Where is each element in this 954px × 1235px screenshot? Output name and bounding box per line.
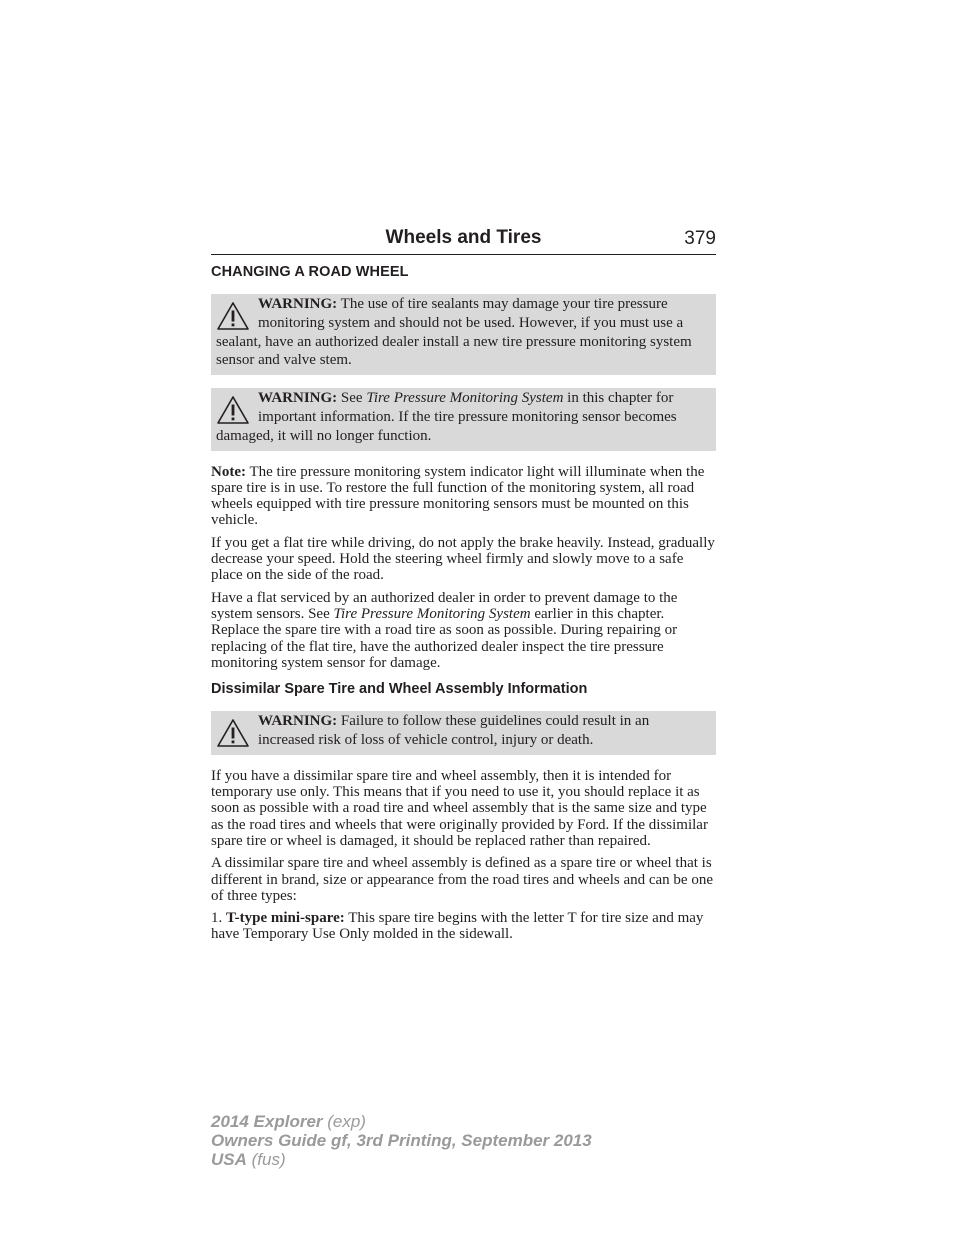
warning-box-sealants bbox=[211, 294, 716, 375]
chapter-title: Wheels and Tires bbox=[385, 227, 542, 248]
warning-triangle-icon bbox=[216, 395, 250, 425]
page-number: 379 bbox=[684, 228, 716, 249]
definition-paragraph: A dissimilar spare tire and wheel assembly is defined as a spare tire or wheel that is different in brand, size or appearance from the road tires and wheels and can be one of three types: bbox=[211, 855, 714, 904]
warning-text: Failure to follow these guidelines could result in an increased risk of loss of vehicle control, injury or death. bbox=[258, 713, 650, 748]
warning-label: WARNING: bbox=[258, 390, 338, 407]
footer-printing-line: Owners Guide gf, 3rd Printing, September 2013 bbox=[211, 1131, 592, 1150]
flat-tire-paragraph: If you get a flat tire while driving, do not apply the brake heavily. Instead, gradually decrease your speed. Hold the steering wheel firmly and slowly move to a safe place on the side of the road. bbox=[211, 534, 715, 584]
list-item-text: This spare tire begins with the letter T for tire size and may have Temporary Use Only molded in the sidewall. bbox=[211, 910, 704, 943]
footer-model-line: 2014 Explorer (exp) bbox=[211, 1112, 366, 1131]
warning-text-pre: See bbox=[337, 390, 367, 407]
list-item-number: 1. bbox=[211, 910, 226, 927]
service-paragraph bbox=[211, 590, 716, 671]
dissimilar-paragraph: If you have a dissimilar spare tire and wheel assembly, then it is intended for temporary use only. This means that if you need to use it, you should replace it as soon as possible with a road tire and wheel assembly that is the same size and type as the road tires and wheels that were originally provided by Ford. If the dissimilar spare tire or wheel is damaged, it should be replaced rather than repaired. bbox=[211, 767, 708, 849]
warning-box-guidelines bbox=[211, 711, 716, 755]
service-text-pre: Have a flat serviced by an authorized dealer in order to prevent damage to the system sensors. See bbox=[211, 589, 678, 622]
tpms-reference: Tire Pressure Monitoring System bbox=[333, 605, 531, 622]
note-text: The tire pressure monitoring system indicator light will illuminate when the spare tire is in use. To restore the full function of the monitoring system, all road wheels equipped with tire pressure monitoring sensors must be mounted on this vehicle. bbox=[211, 463, 705, 529]
service-text-post: earlier in this chapter. Replace the spare tire with a road tire as soon as possible. During repairing or replacing of the flat tire, have the authorized dealer inspect the tire pressure monitoring system sensor for damage. bbox=[211, 605, 678, 671]
warning-text-post: in this chapter for important information. If the tire pressure monitoring sensor becomes damaged, it will no longer function. bbox=[216, 390, 677, 444]
warning-triangle-icon bbox=[216, 718, 250, 748]
warning-box-tpms bbox=[211, 388, 716, 450]
running-header bbox=[211, 228, 716, 255]
footer-market-line: USA (fus) bbox=[211, 1150, 286, 1169]
warning-label: WARNING: bbox=[258, 713, 338, 730]
tpms-reference: Tire Pressure Monitoring System bbox=[366, 390, 564, 407]
document-footer bbox=[211, 1112, 592, 1169]
warning-label: WARNING: bbox=[258, 296, 338, 312]
list-item-t-type bbox=[211, 910, 716, 943]
note-paragraph bbox=[211, 464, 716, 529]
list-item-term: T-type mini-spare: bbox=[226, 910, 345, 927]
warning-text: The use of tire sealants may damage your tire pressure monitoring system and should not be used. However, if you must use a sealant, have an authorized dealer install a new tire pressure monitoring system sensor and valve stem. bbox=[216, 296, 692, 369]
warning-triangle-icon bbox=[216, 301, 250, 331]
manual-page bbox=[211, 228, 716, 949]
subsection-title: Dissimilar Spare Tire and Wheel Assembly Information bbox=[211, 681, 588, 698]
section-title: CHANGING A ROAD WHEEL bbox=[211, 264, 409, 280]
note-label: Note: bbox=[211, 463, 246, 480]
